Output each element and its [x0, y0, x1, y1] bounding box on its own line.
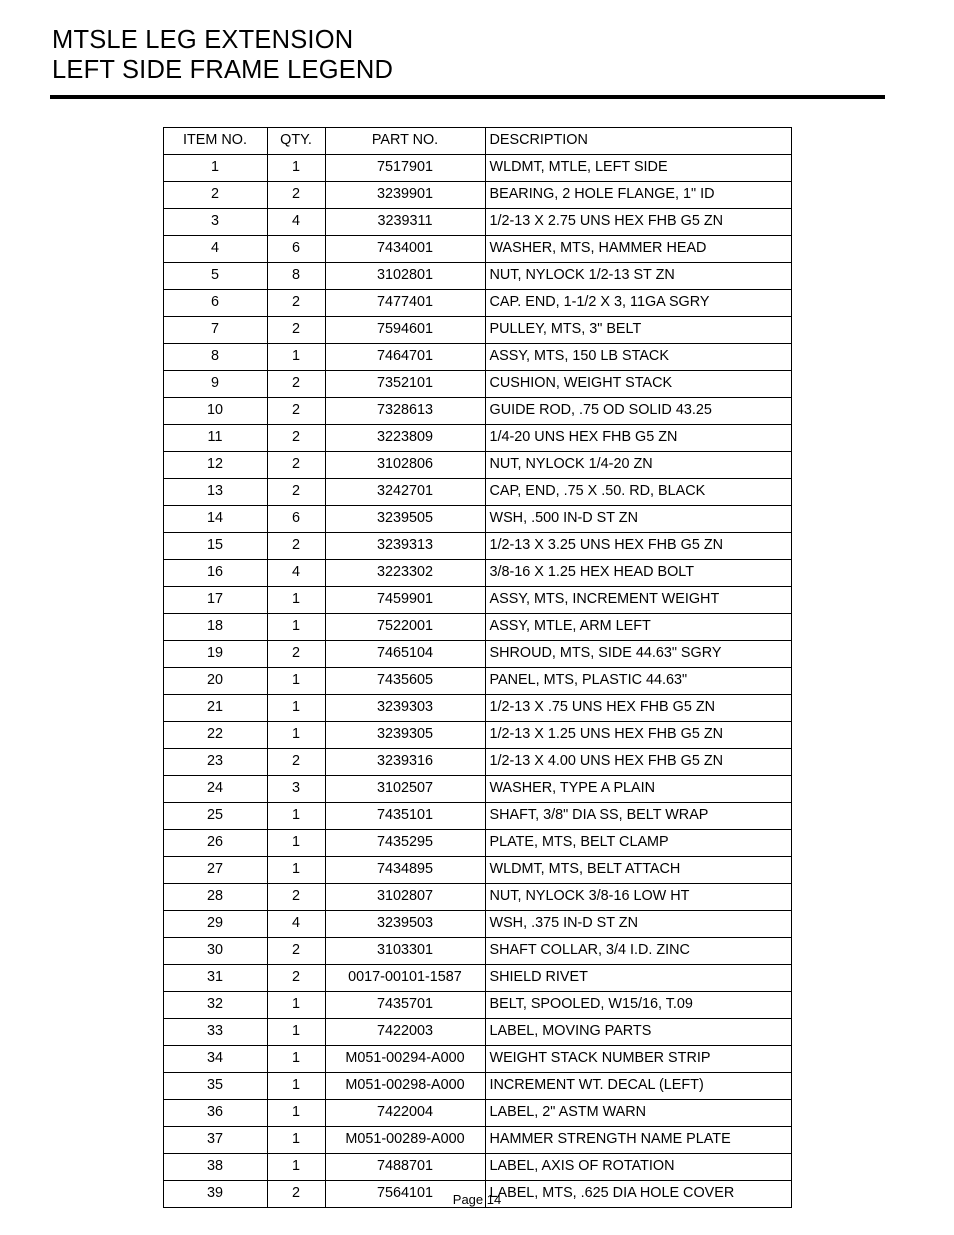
table-row	[163, 722, 791, 749]
cell-description: CAP. END, 1-1/2 X 3, 11GA SGRY	[485, 290, 791, 317]
table-row	[163, 857, 791, 884]
table-row	[163, 209, 791, 236]
cell-part-no: 7564101	[325, 1181, 485, 1208]
table-row	[163, 749, 791, 776]
cell-item-no: 9	[163, 371, 267, 398]
cell-description: ASSY, MTS, 150 LB STACK	[485, 344, 791, 371]
cell-part-no: M051-00298-A000	[325, 1073, 485, 1100]
table-row	[163, 236, 791, 263]
cell-item-no: 4	[163, 236, 267, 263]
cell-qty: 2	[267, 398, 325, 425]
table-row	[163, 587, 791, 614]
cell-item-no: 22	[163, 722, 267, 749]
cell-qty: 1	[267, 992, 325, 1019]
table-row	[163, 263, 791, 290]
cell-item-no: 38	[163, 1154, 267, 1181]
cell-qty: 1	[267, 344, 325, 371]
table-row	[163, 425, 791, 452]
cell-qty: 2	[267, 641, 325, 668]
table-header	[163, 128, 791, 155]
cell-qty: 1	[267, 722, 325, 749]
cell-part-no: 3223302	[325, 560, 485, 587]
cell-part-no: 7477401	[325, 290, 485, 317]
cell-qty: 2	[267, 452, 325, 479]
cell-part-no: 7352101	[325, 371, 485, 398]
cell-qty: 6	[267, 236, 325, 263]
cell-qty: 2	[267, 371, 325, 398]
cell-part-no: 3102801	[325, 263, 485, 290]
cell-item-no: 10	[163, 398, 267, 425]
table-row	[163, 560, 791, 587]
table-row	[163, 1046, 791, 1073]
cell-item-no: 23	[163, 749, 267, 776]
cell-qty: 1	[267, 857, 325, 884]
cell-part-no: 3103301	[325, 938, 485, 965]
table-row	[163, 830, 791, 857]
cell-qty: 1	[267, 1127, 325, 1154]
table-row	[163, 776, 791, 803]
cell-item-no: 5	[163, 263, 267, 290]
cell-part-no: 3239305	[325, 722, 485, 749]
cell-qty: 2	[267, 938, 325, 965]
cell-item-no: 20	[163, 668, 267, 695]
cell-qty: 2	[267, 965, 325, 992]
cell-part-no: 3102507	[325, 776, 485, 803]
cell-item-no: 29	[163, 911, 267, 938]
cell-qty: 1	[267, 587, 325, 614]
cell-description: 1/4-20 UNS HEX FHB G5 ZN	[485, 425, 791, 452]
cell-part-no: 7459901	[325, 587, 485, 614]
cell-description: WSH, .375 IN-D ST ZN	[485, 911, 791, 938]
table-row	[163, 1100, 791, 1127]
cell-description: BEARING, 2 HOLE FLANGE, 1" ID	[485, 182, 791, 209]
cell-description: 1/2-13 X 3.25 UNS HEX FHB G5 ZN	[485, 533, 791, 560]
cell-item-no: 15	[163, 533, 267, 560]
cell-qty: 2	[267, 479, 325, 506]
cell-qty: 2	[267, 533, 325, 560]
cell-item-no: 37	[163, 1127, 267, 1154]
cell-qty: 1	[267, 1073, 325, 1100]
cell-item-no: 3	[163, 209, 267, 236]
cell-qty: 1	[267, 695, 325, 722]
column-header-item-no: ITEM NO.	[163, 128, 267, 155]
cell-part-no: 7517901	[325, 155, 485, 182]
table-row	[163, 965, 791, 992]
cell-part-no: 3102806	[325, 452, 485, 479]
cell-qty: 2	[267, 425, 325, 452]
cell-description: 1/2-13 X 1.25 UNS HEX FHB G5 ZN	[485, 722, 791, 749]
table-row	[163, 641, 791, 668]
cell-part-no: 3239311	[325, 209, 485, 236]
cell-item-no: 14	[163, 506, 267, 533]
cell-description: 1/2-13 X 2.75 UNS HEX FHB G5 ZN	[485, 209, 791, 236]
cell-description: PULLEY, MTS, 3" BELT	[485, 317, 791, 344]
cell-qty: 4	[267, 911, 325, 938]
cell-item-no: 2	[163, 182, 267, 209]
cell-qty: 1	[267, 1046, 325, 1073]
cell-qty: 2	[267, 884, 325, 911]
cell-qty: 6	[267, 506, 325, 533]
cell-description: WASHER, MTS, HAMMER HEAD	[485, 236, 791, 263]
table-row	[163, 371, 791, 398]
cell-part-no: 7465104	[325, 641, 485, 668]
table-row	[163, 506, 791, 533]
cell-item-no: 7	[163, 317, 267, 344]
cell-description: LABEL, 2" ASTM WARN	[485, 1100, 791, 1127]
table-row	[163, 290, 791, 317]
cell-description: CAP, END, .75 X .50. RD, BLACK	[485, 479, 791, 506]
cell-part-no: 7435101	[325, 803, 485, 830]
cell-item-no: 27	[163, 857, 267, 884]
cell-description: NUT, NYLOCK 1/2-13 ST ZN	[485, 263, 791, 290]
cell-description: LABEL, AXIS OF ROTATION	[485, 1154, 791, 1181]
cell-item-no: 36	[163, 1100, 267, 1127]
cell-qty: 1	[267, 803, 325, 830]
cell-item-no: 33	[163, 1019, 267, 1046]
cell-description: 1/2-13 X .75 UNS HEX FHB G5 ZN	[485, 695, 791, 722]
cell-part-no: 3239316	[325, 749, 485, 776]
cell-item-no: 18	[163, 614, 267, 641]
cell-part-no: 7434001	[325, 236, 485, 263]
cell-part-no: 7522001	[325, 614, 485, 641]
cell-description: NUT, NYLOCK 3/8-16 LOW HT	[485, 884, 791, 911]
page-title-line-1: MTSLE LEG EXTENSION	[52, 26, 354, 54]
table-row	[163, 938, 791, 965]
cell-part-no: 7422003	[325, 1019, 485, 1046]
cell-qty: 4	[267, 209, 325, 236]
cell-item-no: 30	[163, 938, 267, 965]
column-header-qty: QTY.	[267, 128, 325, 155]
cell-qty: 2	[267, 317, 325, 344]
cell-description: SHAFT, 3/8" DIA SS, BELT WRAP	[485, 803, 791, 830]
cell-description: HAMMER STRENGTH NAME PLATE	[485, 1127, 791, 1154]
cell-item-no: 12	[163, 452, 267, 479]
cell-part-no: 7464701	[325, 344, 485, 371]
cell-item-no: 17	[163, 587, 267, 614]
cell-item-no: 1	[163, 155, 267, 182]
cell-qty: 1	[267, 1100, 325, 1127]
cell-part-no: 3102807	[325, 884, 485, 911]
cell-item-no: 26	[163, 830, 267, 857]
cell-description: PLATE, MTS, BELT CLAMP	[485, 830, 791, 857]
table-row	[163, 911, 791, 938]
table-row	[163, 1073, 791, 1100]
cell-part-no: 7328613	[325, 398, 485, 425]
cell-item-no: 39	[163, 1181, 267, 1208]
cell-description: SHIELD RIVET	[485, 965, 791, 992]
table-row	[163, 479, 791, 506]
cell-qty: 1	[267, 155, 325, 182]
cell-item-no: 35	[163, 1073, 267, 1100]
cell-description: 1/2-13 X 4.00 UNS HEX FHB G5 ZN	[485, 749, 791, 776]
table-row	[163, 344, 791, 371]
cell-description: LABEL, MTS, .625 DIA HOLE COVER	[485, 1181, 791, 1208]
table-row	[163, 803, 791, 830]
table-row	[163, 884, 791, 911]
page-title	[52, 26, 904, 85]
cell-part-no: 7594601	[325, 317, 485, 344]
cell-part-no: 7435605	[325, 668, 485, 695]
cell-qty: 2	[267, 749, 325, 776]
cell-description: NUT, NYLOCK 1/4-20 ZN	[485, 452, 791, 479]
cell-part-no: 0017-00101-1587	[325, 965, 485, 992]
table-row	[163, 155, 791, 182]
legend-table-container	[50, 127, 904, 1208]
cell-description: INCREMENT WT. DECAL (LEFT)	[485, 1073, 791, 1100]
table-row	[163, 1019, 791, 1046]
cell-part-no: 3239303	[325, 695, 485, 722]
cell-description: SHAFT COLLAR, 3/4 I.D. ZINC	[485, 938, 791, 965]
cell-qty: 1	[267, 1154, 325, 1181]
cell-part-no: 3239901	[325, 182, 485, 209]
cell-item-no: 11	[163, 425, 267, 452]
cell-qty: 3	[267, 776, 325, 803]
cell-item-no: 13	[163, 479, 267, 506]
table-row	[163, 992, 791, 1019]
cell-description: CUSHION, WEIGHT STACK	[485, 371, 791, 398]
table-row	[163, 668, 791, 695]
column-header-part-no: PART NO.	[325, 128, 485, 155]
cell-item-no: 6	[163, 290, 267, 317]
table-header-row	[163, 128, 791, 155]
cell-qty: 2	[267, 182, 325, 209]
page-footer: Page 14	[452, 1192, 502, 1207]
cell-description: BELT, SPOOLED, W15/16, T.09	[485, 992, 791, 1019]
cell-qty: 1	[267, 614, 325, 641]
legend-table	[163, 127, 792, 1208]
table-row	[163, 182, 791, 209]
cell-part-no: M051-00294-A000	[325, 1046, 485, 1073]
cell-description: WEIGHT STACK NUMBER STRIP	[485, 1046, 791, 1073]
cell-description: 3/8-16 X 1.25 HEX HEAD BOLT	[485, 560, 791, 587]
cell-item-no: 28	[163, 884, 267, 911]
cell-description: LABEL, MOVING PARTS	[485, 1019, 791, 1046]
cell-description: GUIDE ROD, .75 OD SOLID 43.25	[485, 398, 791, 425]
table-row	[163, 317, 791, 344]
cell-qty: 2	[267, 290, 325, 317]
cell-part-no: 7422004	[325, 1100, 485, 1127]
cell-part-no: M051-00289-A000	[325, 1127, 485, 1154]
cell-description: ASSY, MTLE, ARM LEFT	[485, 614, 791, 641]
cell-item-no: 19	[163, 641, 267, 668]
cell-qty: 1	[267, 830, 325, 857]
cell-item-no: 34	[163, 1046, 267, 1073]
cell-item-no: 25	[163, 803, 267, 830]
table-body	[163, 155, 791, 1208]
cell-description: WSH, .500 IN-D ST ZN	[485, 506, 791, 533]
cell-part-no: 3223809	[325, 425, 485, 452]
cell-item-no: 32	[163, 992, 267, 1019]
cell-item-no: 16	[163, 560, 267, 587]
cell-description: ASSY, MTS, INCREMENT WEIGHT	[485, 587, 791, 614]
cell-item-no: 24	[163, 776, 267, 803]
table-row	[163, 614, 791, 641]
page-title-line-2: LEFT SIDE FRAME LEGEND	[52, 55, 394, 84]
cell-description: WLDMT, MTS, BELT ATTACH	[485, 857, 791, 884]
cell-description: PANEL, MTS, PLASTIC 44.63"	[485, 668, 791, 695]
cell-part-no: 3239503	[325, 911, 485, 938]
table-row	[163, 1154, 791, 1181]
cell-qty: 4	[267, 560, 325, 587]
cell-part-no: 3239313	[325, 533, 485, 560]
cell-part-no: 7435701	[325, 992, 485, 1019]
table-row	[163, 452, 791, 479]
title-divider	[50, 95, 885, 99]
cell-item-no: 8	[163, 344, 267, 371]
column-header-description: DESCRIPTION	[485, 128, 791, 155]
cell-qty: 2	[267, 1181, 325, 1208]
table-row	[163, 533, 791, 560]
table-row	[163, 1127, 791, 1154]
cell-description: WLDMT, MTLE, LEFT SIDE	[485, 155, 791, 182]
cell-item-no: 21	[163, 695, 267, 722]
table-row	[163, 695, 791, 722]
table-row	[163, 398, 791, 425]
cell-description: WASHER, TYPE A PLAIN	[485, 776, 791, 803]
cell-part-no: 3239505	[325, 506, 485, 533]
cell-description: SHROUD, MTS, SIDE 44.63" SGRY	[485, 641, 791, 668]
cell-part-no: 7434895	[325, 857, 485, 884]
cell-qty: 1	[267, 1019, 325, 1046]
cell-qty: 1	[267, 668, 325, 695]
cell-part-no: 7435295	[325, 830, 485, 857]
cell-item-no: 31	[163, 965, 267, 992]
cell-part-no: 7488701	[325, 1154, 485, 1181]
cell-qty: 8	[267, 263, 325, 290]
cell-part-no: 3242701	[325, 479, 485, 506]
